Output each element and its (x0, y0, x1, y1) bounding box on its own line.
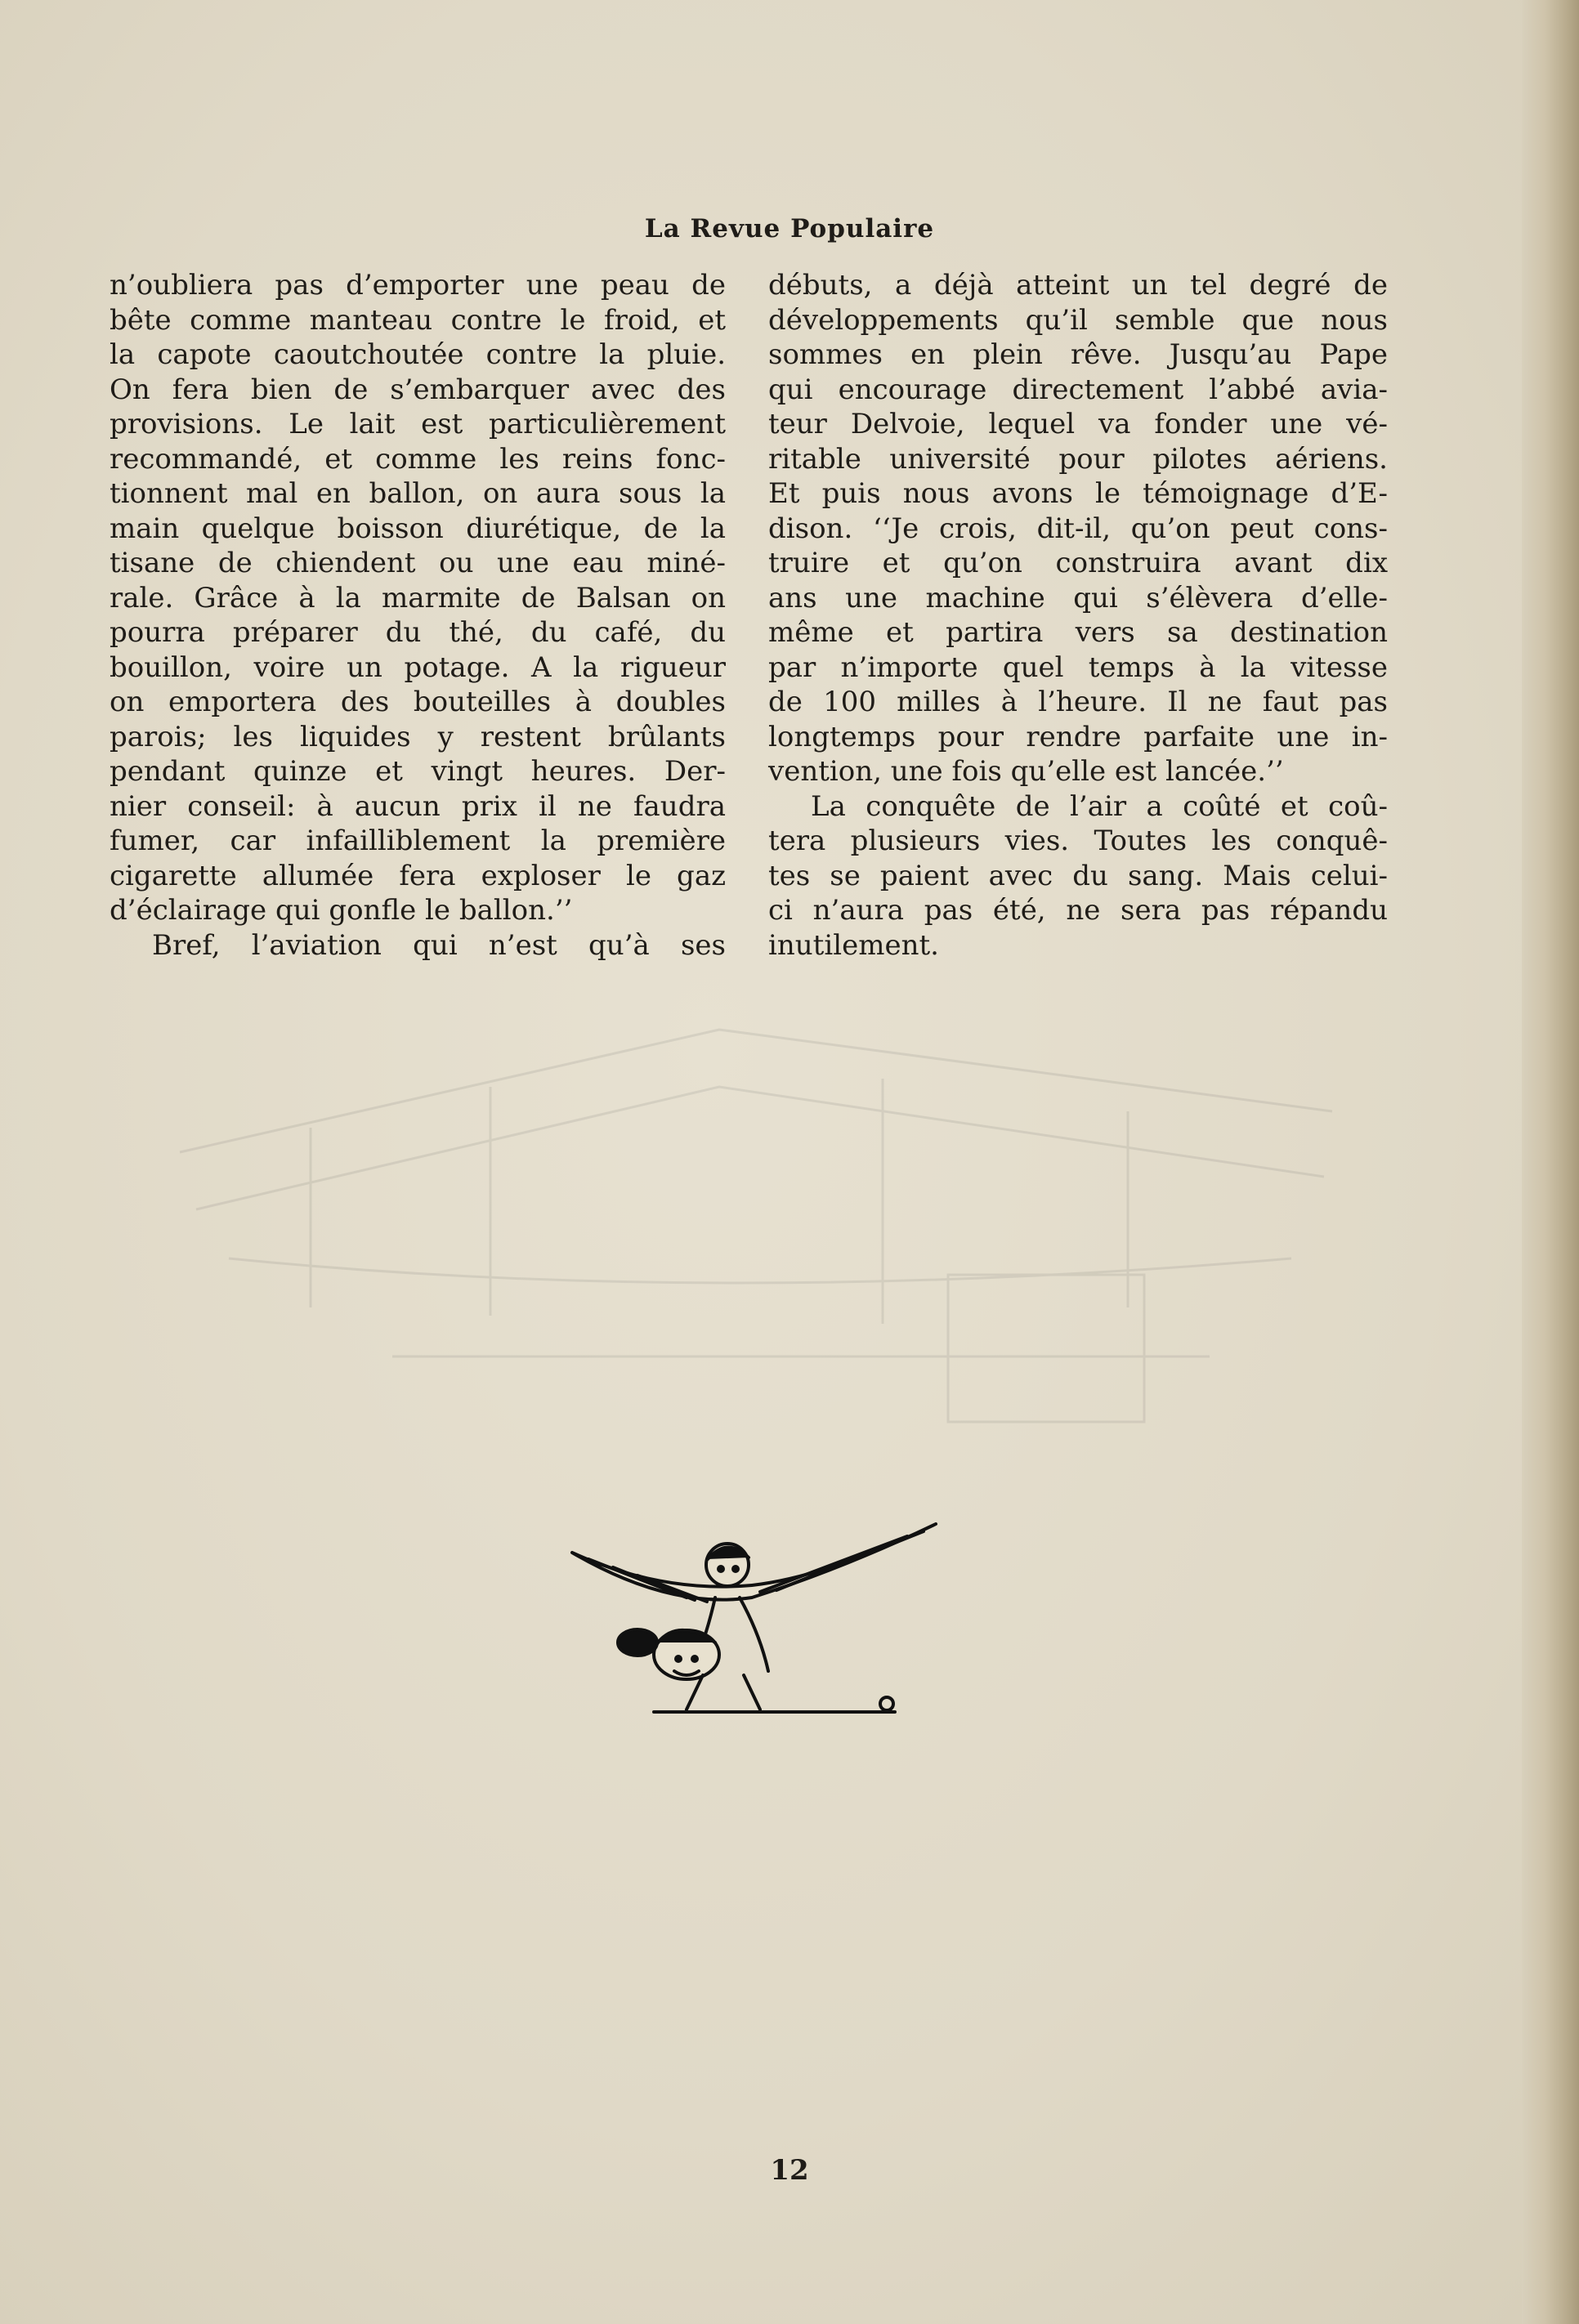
text-line: tes se paient avec du sang. Mais celui- (768, 859, 1388, 892)
running-title: La Revue Populaire (644, 214, 935, 244)
text-line: teur Delvoie, lequel va fonder une vé- (768, 408, 1388, 440)
text-line: ci n’aura pas été, ne sera pas répandu (768, 894, 1388, 927)
text-line: d’éclairage qui gonfle le ballon.’’ (110, 894, 573, 927)
text-line: ritable université pour pilotes aériens. (768, 442, 1388, 476)
right-text-column (768, 268, 1388, 963)
text-line: truire et qu’on construira avant dix (768, 547, 1388, 579)
text-line: de 100 milles à l’heure. Il ne faut pas (768, 686, 1388, 718)
text-line: parois; les liquides y restent brûlants (110, 720, 726, 753)
text-line: provisions. Le lait est particulièrement (110, 408, 726, 440)
text-line: n’oubliera pas d’emporter une peau de (110, 269, 726, 302)
text-line: On fera bien de s’embarquer avec des (110, 373, 726, 406)
text-line: la capote caoutchoutée contre la pluie. (110, 338, 726, 371)
text-line: débuts, a déjà atteint un tel degré de (768, 269, 1388, 302)
text-line: qui encourage directement l’abbé avia- (768, 373, 1388, 406)
page-edge (1522, 0, 1579, 2324)
text-line: fumer, car infailliblement la première (110, 825, 726, 857)
text-line: on emportera des bouteilles à doubles (110, 686, 726, 718)
page-number: 12 (770, 2154, 809, 2187)
text-line: par n’importe quel temps à la vitesse (768, 650, 1388, 684)
text-line: longtemps pour rendre parfaite une in- (768, 720, 1388, 753)
text-line: tionnent mal en ballon, on aura sous la (110, 477, 726, 510)
text-line: tera plusieurs vies. Toutes les conquê- (768, 825, 1388, 857)
bleed-through-illustration (147, 964, 1373, 1487)
text-line: inutilement. (768, 928, 939, 962)
text-line: même et partira vers sa destination (768, 616, 1388, 649)
text-line: vention, une fois qu’elle est lancée.’’ (768, 755, 1284, 788)
text-line: ans une machine qui s’élèvera d’elle- (768, 581, 1388, 615)
text-line: Bref, l’aviation qui n’est qu’à ses (152, 928, 726, 962)
text-line: recommandé, et comme les reins fonc- (110, 442, 726, 476)
text-line: tisane de chiendent ou une eau miné- (110, 547, 726, 579)
text-line: bête comme manteau contre le froid, et (110, 303, 726, 337)
text-line: nier conseil: à aucun prix il ne faudra (110, 789, 726, 823)
left-text-column (110, 268, 726, 963)
text-line: main quelque boisson diurétique, de la (110, 512, 726, 545)
text-line: Et puis nous avons le témoignage d’E- (768, 477, 1388, 510)
text-line: bouillon, voire un potage. A la rigueur (110, 650, 726, 684)
text-line: pendant quinze et vingt heures. Der- (110, 755, 726, 788)
aviator-cartoon-illustration (564, 1520, 948, 1724)
text-line: La conquête de l’air a coûté et coû- (811, 789, 1388, 823)
text-line: sommes en plein rêve. Jusqu’au Pape (768, 338, 1388, 371)
text-line: dison. ‘‘Je crois, dit-il, qu’on peut cons- (768, 512, 1388, 545)
text-line: développements qu’il semble que nous (768, 303, 1388, 337)
text-line: rale. Grâce à la marmite de Balsan on (110, 581, 726, 615)
text-line: pourra préparer du thé, du café, du (110, 616, 726, 649)
text-line: cigarette allumée fera exploser le gaz (110, 859, 726, 892)
